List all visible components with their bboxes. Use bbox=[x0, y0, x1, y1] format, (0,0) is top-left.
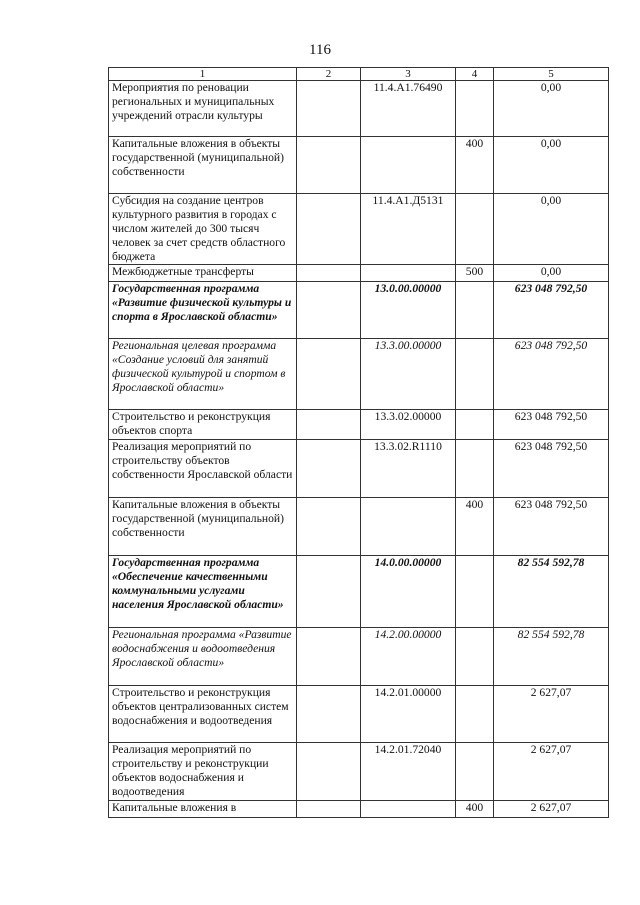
row-vr-cell bbox=[456, 410, 494, 440]
table-header-row bbox=[109, 68, 609, 81]
row-col2-cell bbox=[297, 628, 361, 686]
row-amount-cell: 2 627,07 bbox=[494, 686, 609, 743]
row-col2-cell bbox=[297, 137, 361, 194]
row-vr-cell bbox=[456, 686, 494, 743]
row-vr-cell: 400 bbox=[456, 498, 494, 556]
row-vr-cell bbox=[456, 440, 494, 498]
row-code-cell: 13.0.00.00000 bbox=[361, 282, 456, 339]
table-row bbox=[109, 743, 609, 801]
table-row bbox=[109, 440, 609, 498]
row-code-cell: 13.3.02.R1110 bbox=[361, 440, 456, 498]
row-name-cell: Реализация мероприятий по строительству и реконструкции объектов водоснабжения и водоотведения bbox=[109, 743, 297, 801]
row-name-cell: Строительство и реконструкция объектов спорта bbox=[109, 410, 297, 440]
table-row bbox=[109, 282, 609, 339]
row-amount-cell: 82 554 592,78 bbox=[494, 556, 609, 628]
row-name-cell: Межбюджетные трансферты bbox=[109, 265, 297, 282]
row-col2-cell bbox=[297, 194, 361, 265]
row-amount-cell: 623 048 792,50 bbox=[494, 282, 609, 339]
row-name-cell: Капитальные вложения в bbox=[109, 801, 297, 818]
row-vr-cell: 400 bbox=[456, 801, 494, 818]
row-code-cell: 11.4.A1.76490 bbox=[361, 81, 456, 137]
row-name-cell: Государственная программа «Развитие физической культуры и спорта в Ярославской области» bbox=[109, 282, 297, 339]
row-code-cell: 14.2.01.72040 bbox=[361, 743, 456, 801]
row-name-cell: Государственная программа «Обеспечение качественными коммунальными услугами населения Ярославской области» bbox=[109, 556, 297, 628]
row-vr-cell bbox=[456, 743, 494, 801]
table-row bbox=[109, 339, 609, 410]
row-code-cell: 14.2.01.00000 bbox=[361, 686, 456, 743]
row-amount-cell: 623 048 792,50 bbox=[494, 498, 609, 556]
row-amount-cell: 623 048 792,50 bbox=[494, 410, 609, 440]
row-name-cell: Реализация мероприятий по строительству объектов собственности Ярославской области bbox=[109, 440, 297, 498]
row-amount-cell: 0,00 bbox=[494, 137, 609, 194]
row-vr-cell bbox=[456, 282, 494, 339]
row-col2-cell bbox=[297, 410, 361, 440]
table-row bbox=[109, 137, 609, 194]
row-amount-cell: 2 627,07 bbox=[494, 801, 609, 818]
row-code-cell bbox=[361, 265, 456, 282]
column-header: 1 bbox=[109, 68, 297, 81]
table-row bbox=[109, 801, 609, 818]
row-name-cell: Капитальные вложения в объекты государственной (муниципальной) собственности bbox=[109, 137, 297, 194]
row-code-cell: 14.0.00.00000 bbox=[361, 556, 456, 628]
row-col2-cell bbox=[297, 282, 361, 339]
table-row bbox=[109, 498, 609, 556]
row-vr-cell: 400 bbox=[456, 137, 494, 194]
row-name-cell: Региональная программа «Развитие водоснабжения и водоотведения Ярославской области» bbox=[109, 628, 297, 686]
budget-table bbox=[108, 67, 609, 818]
row-vr-cell bbox=[456, 628, 494, 686]
row-code-cell: 11.4.A1.Д5131 bbox=[361, 194, 456, 265]
row-code-cell: 13.3.00.00000 bbox=[361, 339, 456, 410]
row-col2-cell bbox=[297, 81, 361, 137]
row-code-cell: 14.2.00.00000 bbox=[361, 628, 456, 686]
page-number: 116 bbox=[309, 42, 331, 58]
row-amount-cell: 2 627,07 bbox=[494, 743, 609, 801]
row-vr-cell bbox=[456, 556, 494, 628]
row-amount-cell: 623 048 792,50 bbox=[494, 339, 609, 410]
row-col2-cell bbox=[297, 498, 361, 556]
row-name-cell: Субсидия на создание центров культурного развития в городах с числом жителей до 300 тысяч человек за счет средств областного бюджета bbox=[109, 194, 297, 265]
row-col2-cell bbox=[297, 265, 361, 282]
row-col2-cell bbox=[297, 743, 361, 801]
row-vr-cell bbox=[456, 339, 494, 410]
row-code-cell bbox=[361, 498, 456, 556]
row-vr-cell bbox=[456, 81, 494, 137]
row-code-cell bbox=[361, 137, 456, 194]
row-amount-cell: 82 554 592,78 bbox=[494, 628, 609, 686]
row-vr-cell bbox=[456, 194, 494, 265]
row-amount-cell: 0,00 bbox=[494, 81, 609, 137]
row-code-cell: 13.3.02.00000 bbox=[361, 410, 456, 440]
table-row bbox=[109, 81, 609, 137]
row-col2-cell bbox=[297, 686, 361, 743]
row-name-cell: Региональная целевая программа «Создание условий для занятий физической культурой и спортом в Ярославской области» bbox=[109, 339, 297, 410]
table-row bbox=[109, 686, 609, 743]
row-amount-cell: 0,00 bbox=[494, 265, 609, 282]
row-vr-cell: 500 bbox=[456, 265, 494, 282]
row-name-cell: Строительство и реконструкция объектов централизованных систем водоснабжения и водоотведения bbox=[109, 686, 297, 743]
column-header: 4 bbox=[456, 68, 494, 81]
column-header: 3 bbox=[361, 68, 456, 81]
column-header: 2 bbox=[297, 68, 361, 81]
row-amount-cell: 623 048 792,50 bbox=[494, 440, 609, 498]
row-code-cell bbox=[361, 801, 456, 818]
table-row bbox=[109, 628, 609, 686]
row-amount-cell: 0,00 bbox=[494, 194, 609, 265]
row-col2-cell bbox=[297, 339, 361, 410]
table-row bbox=[109, 556, 609, 628]
row-col2-cell bbox=[297, 440, 361, 498]
row-name-cell: Капитальные вложения в объекты государственной (муниципальной) собственности bbox=[109, 498, 297, 556]
table-row bbox=[109, 194, 609, 265]
table-row bbox=[109, 265, 609, 282]
row-col2-cell bbox=[297, 556, 361, 628]
table-row bbox=[109, 410, 609, 440]
column-header: 5 bbox=[494, 68, 609, 81]
row-col2-cell bbox=[297, 801, 361, 818]
row-name-cell: Мероприятия по реновации региональных и муниципальных учреждений отрасли культуры bbox=[109, 81, 297, 137]
